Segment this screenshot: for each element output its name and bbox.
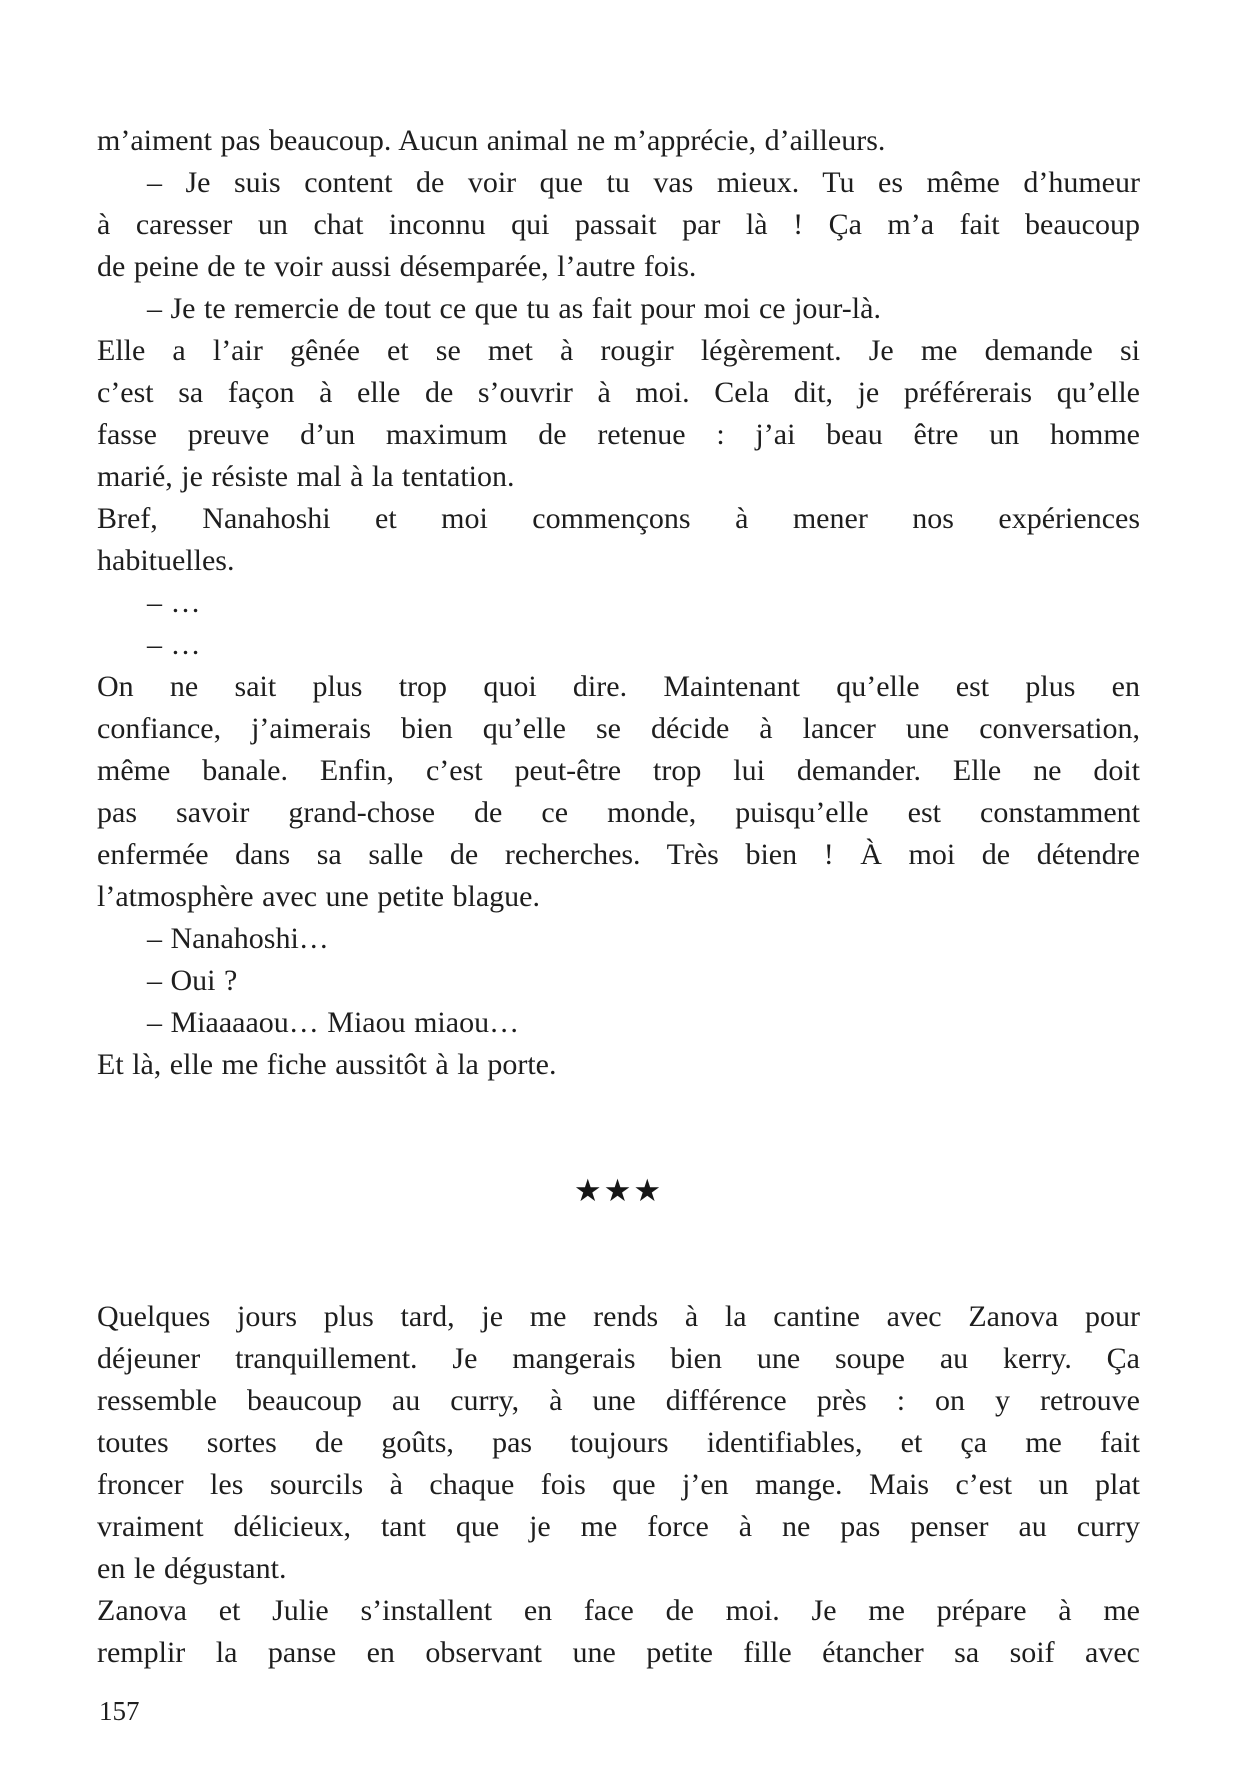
text-line: Quelques jours plus tard, je me rends à la cantine avec Zanova pour (97, 1300, 1140, 1333)
text-line: déjeuner tranquillement. Je mangerais bien une soupe au kerry. Ça (97, 1342, 1140, 1375)
text-line: froncer les sourcils à chaque fois que j’en mange. Mais c’est un plat (97, 1468, 1140, 1501)
text-line: enfermée dans sa salle de recherches. Très bien ! À moi de détendre (97, 838, 1140, 871)
blank-line (97, 1254, 1140, 1296)
page-number: 157 (99, 1696, 140, 1726)
text-line: c’est sa façon à elle de s’ouvrir à moi. Cela dit, je préférerais qu’elle (97, 376, 1140, 409)
blank-line (97, 1086, 1140, 1128)
text-line: – … (147, 586, 201, 619)
text-line: – Miaaaaou… Miaou miaou… (147, 1006, 520, 1039)
text-line: marié, je résiste mal à la tentation. (97, 460, 515, 493)
text-line: Et là, elle me fiche aussitôt à la porte. (97, 1048, 557, 1081)
text-line: confiance, j’aimerais bien qu’elle se décide à lancer une conversation, (97, 712, 1140, 745)
text-line: l’atmosphère avec une petite blague. (97, 880, 540, 913)
blank-line (97, 1212, 1140, 1254)
text-line: remplir la panse en observant une petite fille étancher sa soif avec (97, 1636, 1140, 1669)
text-line: à caresser un chat inconnu qui passait par là ! Ça m’a fait beaucoup (97, 208, 1140, 241)
text-line: toutes sortes de goûts, pas toujours identifiables, et ça me fait (97, 1426, 1140, 1459)
text-line: m’aiment pas beaucoup. Aucun animal ne m’apprécie, d’ailleurs. (97, 124, 886, 157)
text-line: – … (147, 628, 201, 661)
text-line: – Oui ? (147, 964, 238, 997)
text-line: – Nanahoshi… (147, 922, 329, 955)
text-line: même banale. Enfin, c’est peut-être trop lui demander. Elle ne doit (97, 754, 1140, 787)
text-line: de peine de te voir aussi désemparée, l’autre fois. (97, 250, 697, 283)
text-line: Bref, Nanahoshi et moi commençons à mener nos expériences (97, 502, 1140, 535)
text-line: vraiment délicieux, tant que je me force à ne pas penser au curry (97, 1510, 1140, 1543)
text-line: pas savoir grand-chose de ce monde, puisqu’elle est constamment (97, 796, 1140, 829)
text-line: Elle a l’air gênée et se met à rougir légèrement. Je me demande si (97, 334, 1140, 367)
text-line: habituelles. (97, 544, 235, 577)
text-line: – Je suis content de voir que tu vas mieux. Tu es même d’humeur (147, 166, 1140, 199)
blank-line (97, 1128, 1140, 1170)
text-line: en le dégustant. (97, 1552, 287, 1585)
text-line: – Je te remercie de tout ce que tu as fait pour moi ce jour-là. (147, 292, 881, 325)
text-line: On ne sait plus trop quoi dire. Maintenant qu’elle est plus en (97, 670, 1140, 703)
text-line: ressemble beaucoup au curry, à une différence près : on y retrouve (97, 1384, 1140, 1417)
scene-break-stars: ★★★ (573, 1173, 664, 1209)
text-block (97, 120, 1140, 1674)
text-line: Zanova et Julie s’installent en face de moi. Je me prépare à me (97, 1594, 1140, 1627)
text-line: fasse preuve d’un maximum de retenue : j’ai beau être un homme (97, 418, 1140, 451)
